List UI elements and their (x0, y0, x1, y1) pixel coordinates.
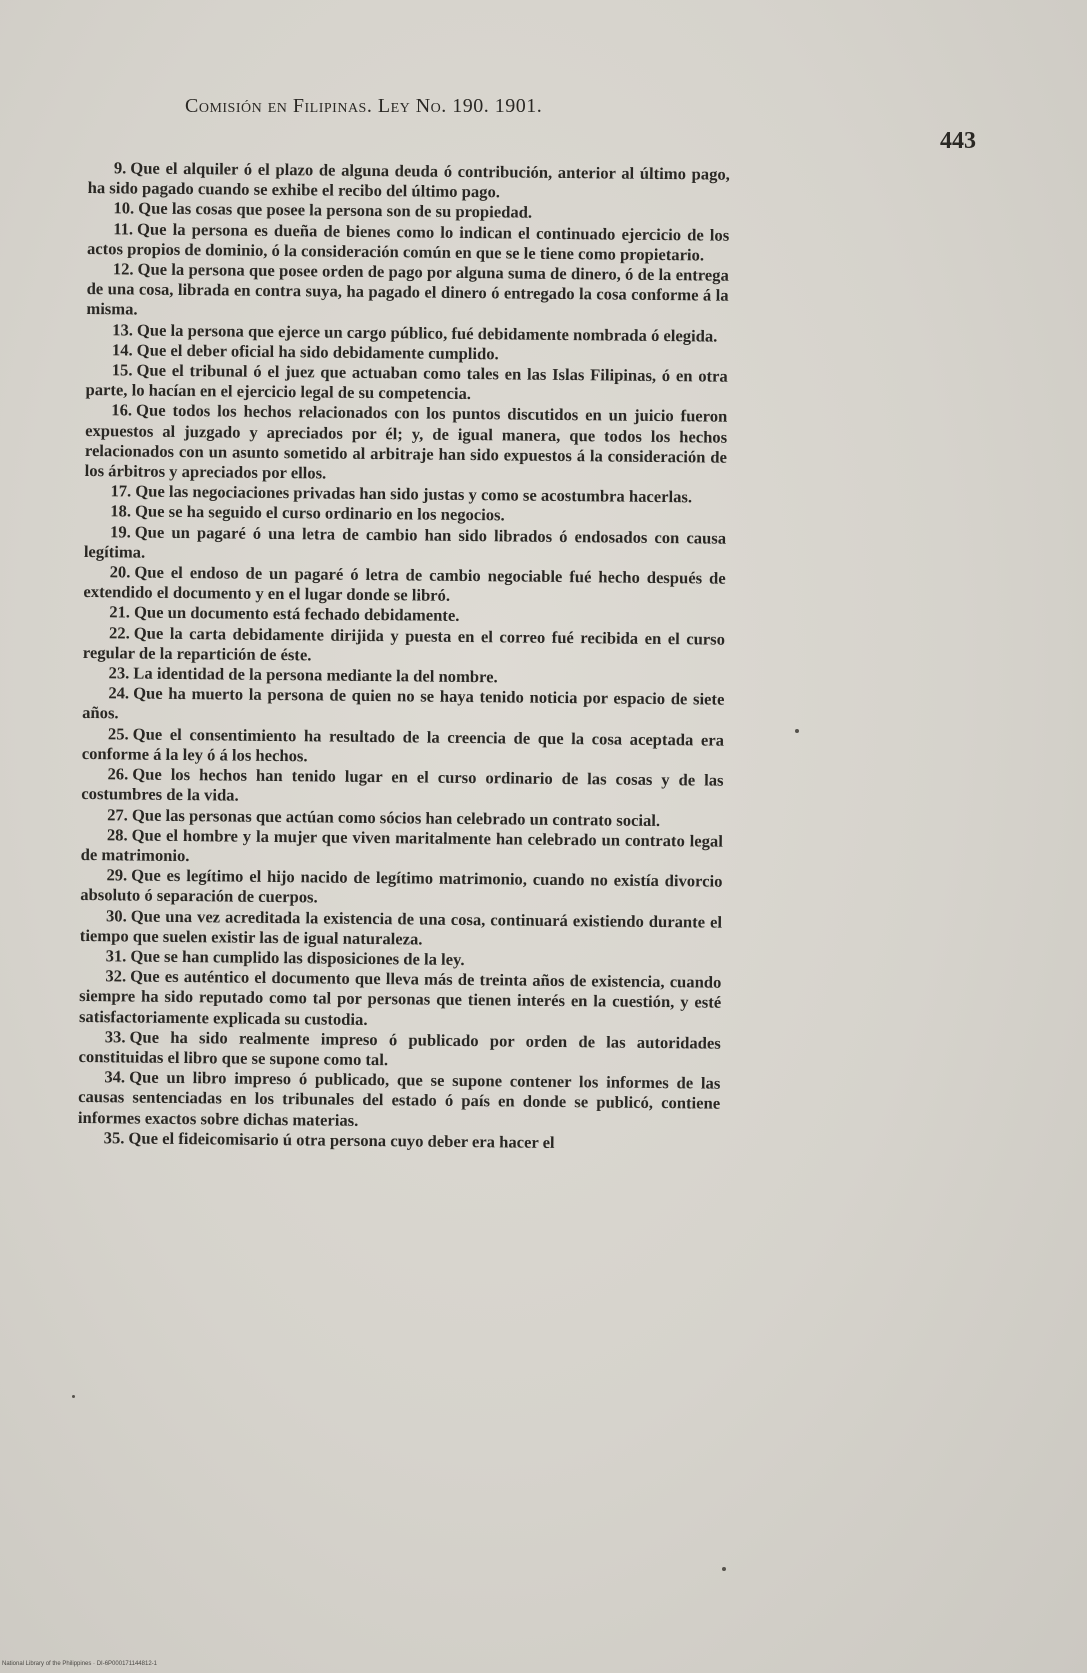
paragraph-text: Que se han cumplido las disposiciones de la ley. (130, 946, 465, 969)
paragraph-text: Que un documento está fechado debidamente. (133, 602, 460, 626)
paragraph-text: Que el endoso de un pagaré ó letra de cambio negociable fué hecho después de extendido el documento y en el lugar donde se libró. (83, 562, 726, 606)
numbered-paragraph (80, 865, 722, 912)
paragraph-number: 11. (113, 218, 134, 239)
paragraph-text: Que el deber oficial ha sido debidamente cumplido. (136, 340, 499, 364)
numbered-paragraph (87, 219, 729, 266)
paragraph-text: Que la carta debidamente dirijida y puesta en el correo fué recibida en el curso regular de la repartición de éste. (82, 623, 726, 665)
numbered-paragraph (83, 562, 725, 609)
paragraph-text: Que la persona es dueña de bienes como lo indican el continuado ejercicio de los actos propios de dominio, ó la consideración común en que se le tiene como propietario. (86, 219, 730, 265)
paragraph-number: 12. (112, 259, 134, 279)
scan-speck (722, 1567, 726, 1571)
paragraph-number: 22. (108, 622, 130, 643)
numbered-paragraph (80, 905, 722, 952)
numbered-paragraph (78, 1067, 721, 1134)
paragraph-text: Que las negociaciones privadas han sido justas y como se acostumbra hacerlas. (135, 481, 693, 507)
paragraph-number: 13. (112, 319, 134, 340)
paragraph-number: 28. (106, 824, 128, 845)
paragraph-number: 34. (104, 1067, 126, 1087)
paragraph-number: 24. (108, 683, 130, 703)
paragraph-text: Que ha sido realmente impreso ó publicado por orden de las autoridades constituidas el libro que se supone como tal. (78, 1027, 721, 1070)
paragraph-number: 33. (104, 1026, 126, 1047)
scan-credit: National Library of the Philippines · DI-6P000171144812-1 (2, 1661, 157, 1667)
paragraph-number: 18. (110, 501, 132, 521)
paragraph-number: 14. (111, 340, 133, 360)
paragraph-text: Que la persona que ejerce un cargo público, fué debidamente nombrada ó elegida. (136, 320, 718, 346)
paragraph-text: Que los hechos han tenido lugar en el curso ordinario de las cosas y de las costumbres de la vida. (81, 764, 724, 805)
paragraph-number: 23. (108, 663, 130, 683)
paragraph-number: 27. (107, 804, 128, 824)
numbered-paragraph (85, 400, 728, 488)
paragraph-number: 9. (113, 158, 127, 178)
numbered-paragraph (79, 966, 722, 1033)
paragraph-number: 26. (107, 764, 129, 784)
paragraph-number: 31. (105, 946, 127, 966)
numbered-paragraph (82, 724, 724, 771)
numbered-paragraph (81, 764, 723, 811)
numbered-paragraph (82, 683, 724, 730)
paragraph-number: 30. (105, 905, 127, 925)
paragraph-text: Que el fideicomisario ú otra persona cuyo deber era hacer el (128, 1128, 555, 1152)
paragraph-text: Que la persona que posee orden de pago por alguna suma de dinero, ó de la entrega de una cosa, librada en contra suya, ha pagado el dinero ó entregado la cosa conforme á la misma. (86, 259, 729, 319)
paragraph-text: Que es auténtico el documento que lleva más de treinta años de existencia, cuando siempre ha sido reputado como tal por personas que tienen interés en la cuestión, y esté satisfactoriamente explicada su custodia. (78, 966, 722, 1029)
numbered-paragraph (85, 360, 727, 407)
paragraph-number: 10. (113, 198, 135, 218)
body-text (78, 158, 730, 1155)
paragraph-text: Que se ha seguido el curso ordinario en los negocios. (134, 501, 505, 525)
paragraph-number: 15. (111, 360, 133, 380)
paragraph-text: Que un pagaré ó una letra de cambio han sido librados ó endosados con causa legítima. (83, 522, 727, 562)
paragraph-number: 32. (105, 966, 127, 986)
paragraph-text: La identidad de la persona mediante la del nombre. (133, 663, 498, 687)
paragraph-text: Que las personas que actúan como sócios han celebrado un contrato social. (131, 804, 661, 830)
numbered-paragraph (83, 623, 725, 670)
paragraph-number: 35. (103, 1127, 125, 1148)
paragraph-text: Que todos los hechos relacionados con los puntos discutidos en un juicio fueron expuestos al juzgado y apreciados por él; y, de igual manera, que todos los hechos relacionados con un asunto sometido al arbitraje han sido expuestos á la consideración de los árbitros y apreciados por ellos. (84, 400, 728, 483)
paragraph-text: Que el consentimiento ha resultado de la creencia de que la cosa aceptada era conforme á la ley ó á los hechos. (81, 724, 725, 766)
paragraph-number: 20. (109, 562, 131, 582)
numbered-paragraph (86, 259, 729, 326)
numbered-paragraph (88, 158, 730, 205)
scan-speck (72, 1395, 75, 1398)
paragraph-number: 21. (109, 602, 131, 622)
paragraph-number: 16. (111, 400, 133, 420)
numbered-paragraph (78, 1027, 720, 1074)
page-number: 443 (940, 128, 976, 154)
paragraph-number: 29. (106, 865, 128, 885)
paragraph-text: Que el tribunal ó el juez que actuaban como tales en las Islas Filipinas, ó en otra parte, lo hacían en el ejercicio legal de su competencia. (85, 360, 728, 404)
paragraph-text: Que ha muerto la persona de quien no se haya tenido noticia por espacio de siete años. (82, 683, 725, 723)
paragraph-text: Que las cosas que posee la persona son de su propiedad. (138, 198, 533, 223)
numbered-paragraph (81, 825, 723, 872)
paragraph-number: 17. (110, 481, 132, 501)
scan-speck (795, 729, 799, 733)
paragraph-text: Que una vez acreditada la existencia de una cosa, continuará existiendo durante el tiempo que suelen existir las de igual naturaleza. (79, 906, 723, 949)
paragraph-text: Que el alquiler ó el plazo de alguna deuda ó contribución, anterior al último pago, ha sido pagado cuando se exhibe el recibo del último pago. (87, 158, 730, 202)
paragraph-text: Que un libro impreso ó publicado, que se supone contener los informes de las causas sentenciadas en los tribunales del estado ó país en donde se publicó, contiene informes exactos sobre dichas materias. (77, 1067, 721, 1130)
numbered-paragraph (84, 522, 726, 569)
paragraph-number: 19. (109, 521, 131, 542)
paragraph-number: 25. (107, 723, 129, 744)
paragraph-text: Que el hombre y la mujer que viven maritalmente han celebrado un contrato legal de matrimonio. (80, 825, 723, 866)
paragraph-text: Que es legítimo el hijo nacido de legítimo matrimonio, cuando no existía divorcio absoluto ó separación de cuerpos. (80, 865, 723, 907)
running-title: Comisión en Filipinas. Ley No. 190. 1901. (185, 95, 543, 117)
